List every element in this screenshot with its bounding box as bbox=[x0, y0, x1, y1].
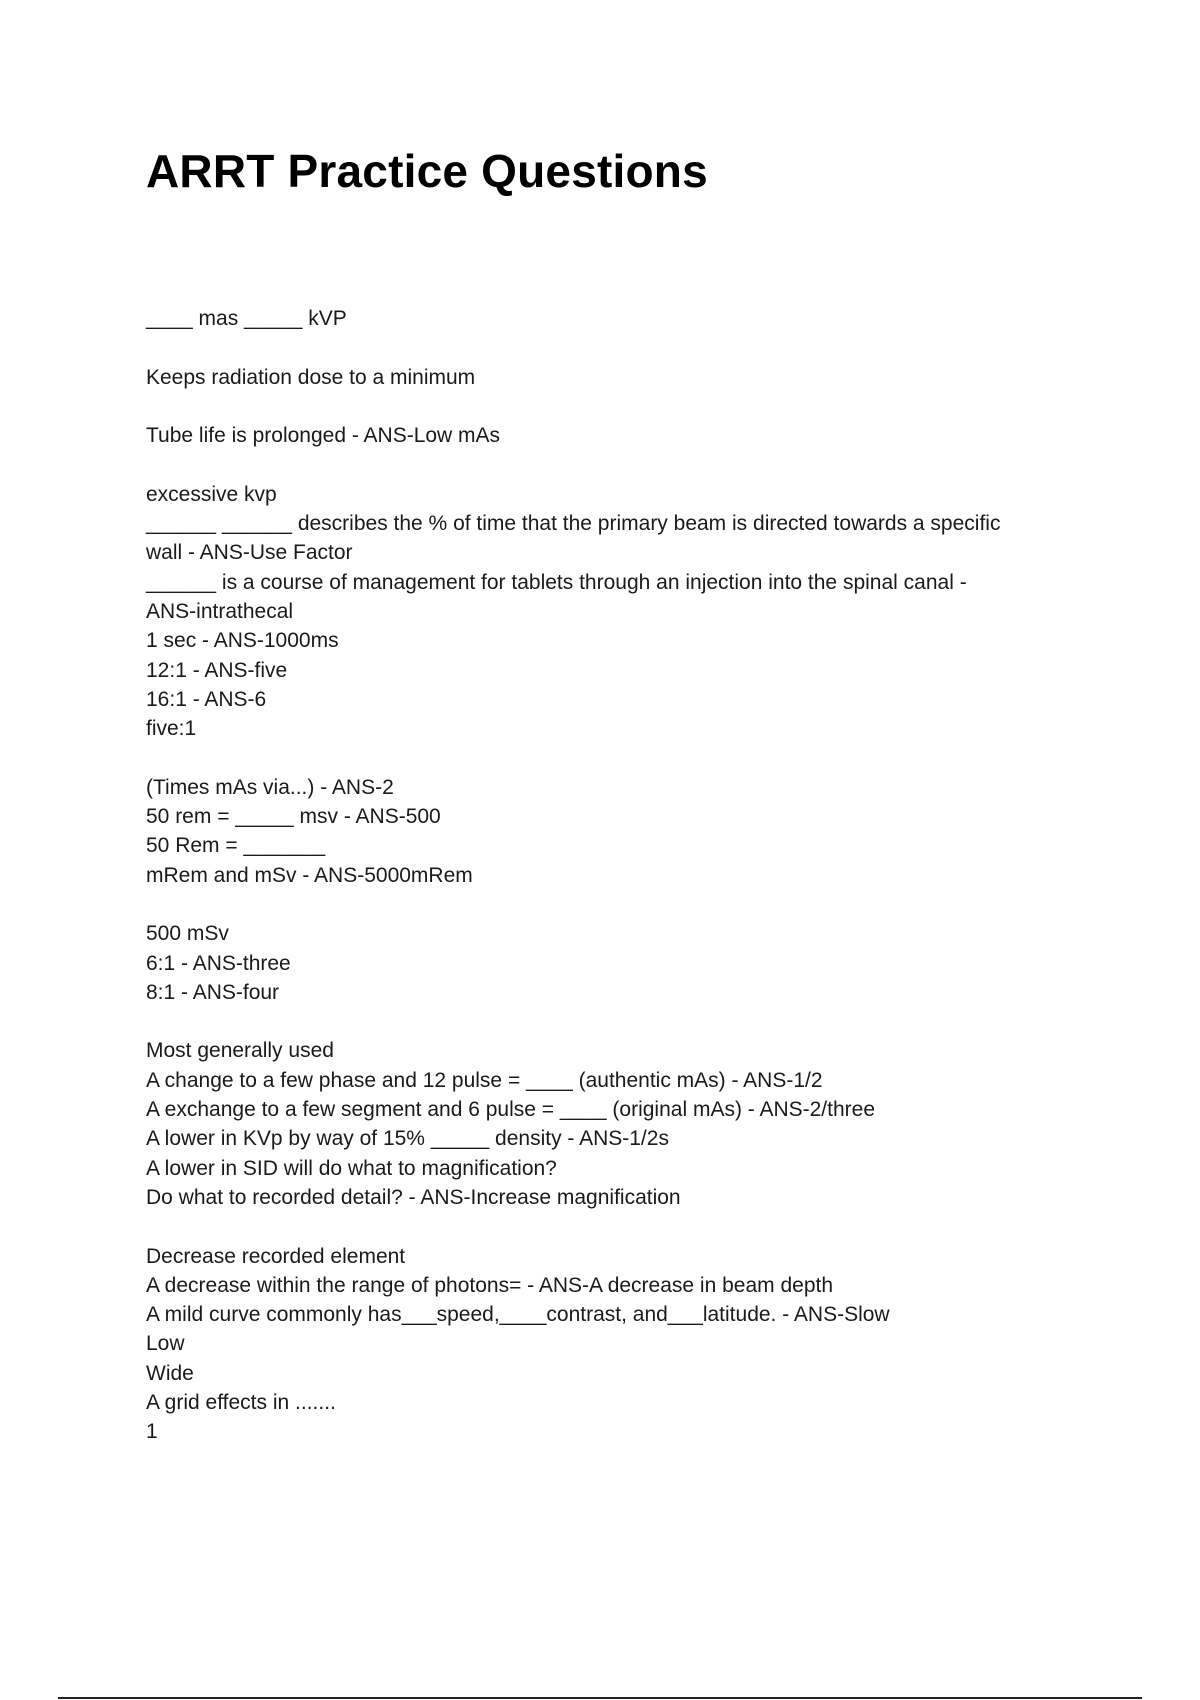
text-line: five:1 bbox=[146, 717, 197, 741]
text-line: 8:1 - ANS-four bbox=[146, 980, 280, 1004]
text-line: ANS-intrathecal bbox=[146, 599, 294, 623]
text-line: A mild curve commonly has___speed,____contrast, and___latitude. - ANS-Slow bbox=[146, 1303, 890, 1327]
text-line: A lower in KVp by way of 15% _____ density - ANS-1/2s bbox=[146, 1127, 669, 1151]
page-title: ARRT Practice Questions bbox=[146, 145, 708, 197]
text-line: (Times mAs via...) - ANS-2 bbox=[146, 775, 394, 799]
text-line: 50 Rem = _______ bbox=[146, 834, 326, 858]
text-line: ____ mas _____ kVP bbox=[146, 307, 347, 330]
text-line: 16:1 - ANS-6 bbox=[146, 687, 267, 711]
blank-line bbox=[146, 333, 1086, 362]
text-line: 50 rem = _____ msv - ANS-500 bbox=[146, 805, 441, 829]
text-line: 12:1 - ANS-five bbox=[146, 658, 288, 682]
text-line: Wide bbox=[146, 1361, 194, 1385]
text-line: Do what to recorded detail? - ANS-Increase magnification bbox=[146, 1185, 681, 1209]
blank-line bbox=[146, 392, 1086, 421]
blank-line bbox=[146, 450, 1086, 479]
text-line: A lower in SID will do what to magnification? bbox=[146, 1156, 557, 1180]
text-line: wall - ANS-Use Factor bbox=[146, 541, 353, 565]
blank-line bbox=[146, 743, 1086, 772]
text-line: A exchange to a few segment and 6 pulse = ____ (original mAs) - ANS-2/three bbox=[146, 1098, 876, 1122]
page-bottom-divider bbox=[58, 1697, 1142, 1699]
document-body bbox=[146, 304, 1086, 1447]
text-line: 1 sec - ANS-1000ms bbox=[146, 629, 339, 653]
text-line: mRem and mSv - ANS-5000mRem bbox=[146, 863, 473, 887]
text-line: ______ is a course of management for tablets through an injection into the spinal canal - bbox=[146, 570, 967, 594]
blank-line bbox=[146, 1212, 1086, 1241]
text-line: Decrease recorded element bbox=[146, 1244, 406, 1268]
text-line: A decrease within the range of photons= - ANS-A decrease in beam depth bbox=[146, 1273, 834, 1297]
text-line: 500 mSv bbox=[146, 922, 229, 946]
blank-line bbox=[146, 1007, 1086, 1036]
text-line: 1 bbox=[146, 1420, 158, 1444]
text-line: excessive kvp bbox=[146, 482, 277, 506]
text-line: ______ ______ describes the % of time that the primary beam is directed towards a specific bbox=[146, 512, 1001, 536]
text-line: Most generally used bbox=[146, 1039, 334, 1063]
text-line: A grid effects in ....... bbox=[146, 1390, 336, 1414]
blank-line bbox=[146, 890, 1086, 919]
text-line: Tube life is prolonged - ANS-Low mAs bbox=[146, 424, 501, 448]
text-line: Keeps radiation dose to a minimum bbox=[146, 365, 476, 389]
text-line: Low bbox=[146, 1332, 185, 1356]
text-line: A change to a few phase and 12 pulse = ____ (authentic mAs) - ANS-1/2 bbox=[146, 1068, 823, 1092]
text-line: 6:1 - ANS-three bbox=[146, 951, 291, 975]
